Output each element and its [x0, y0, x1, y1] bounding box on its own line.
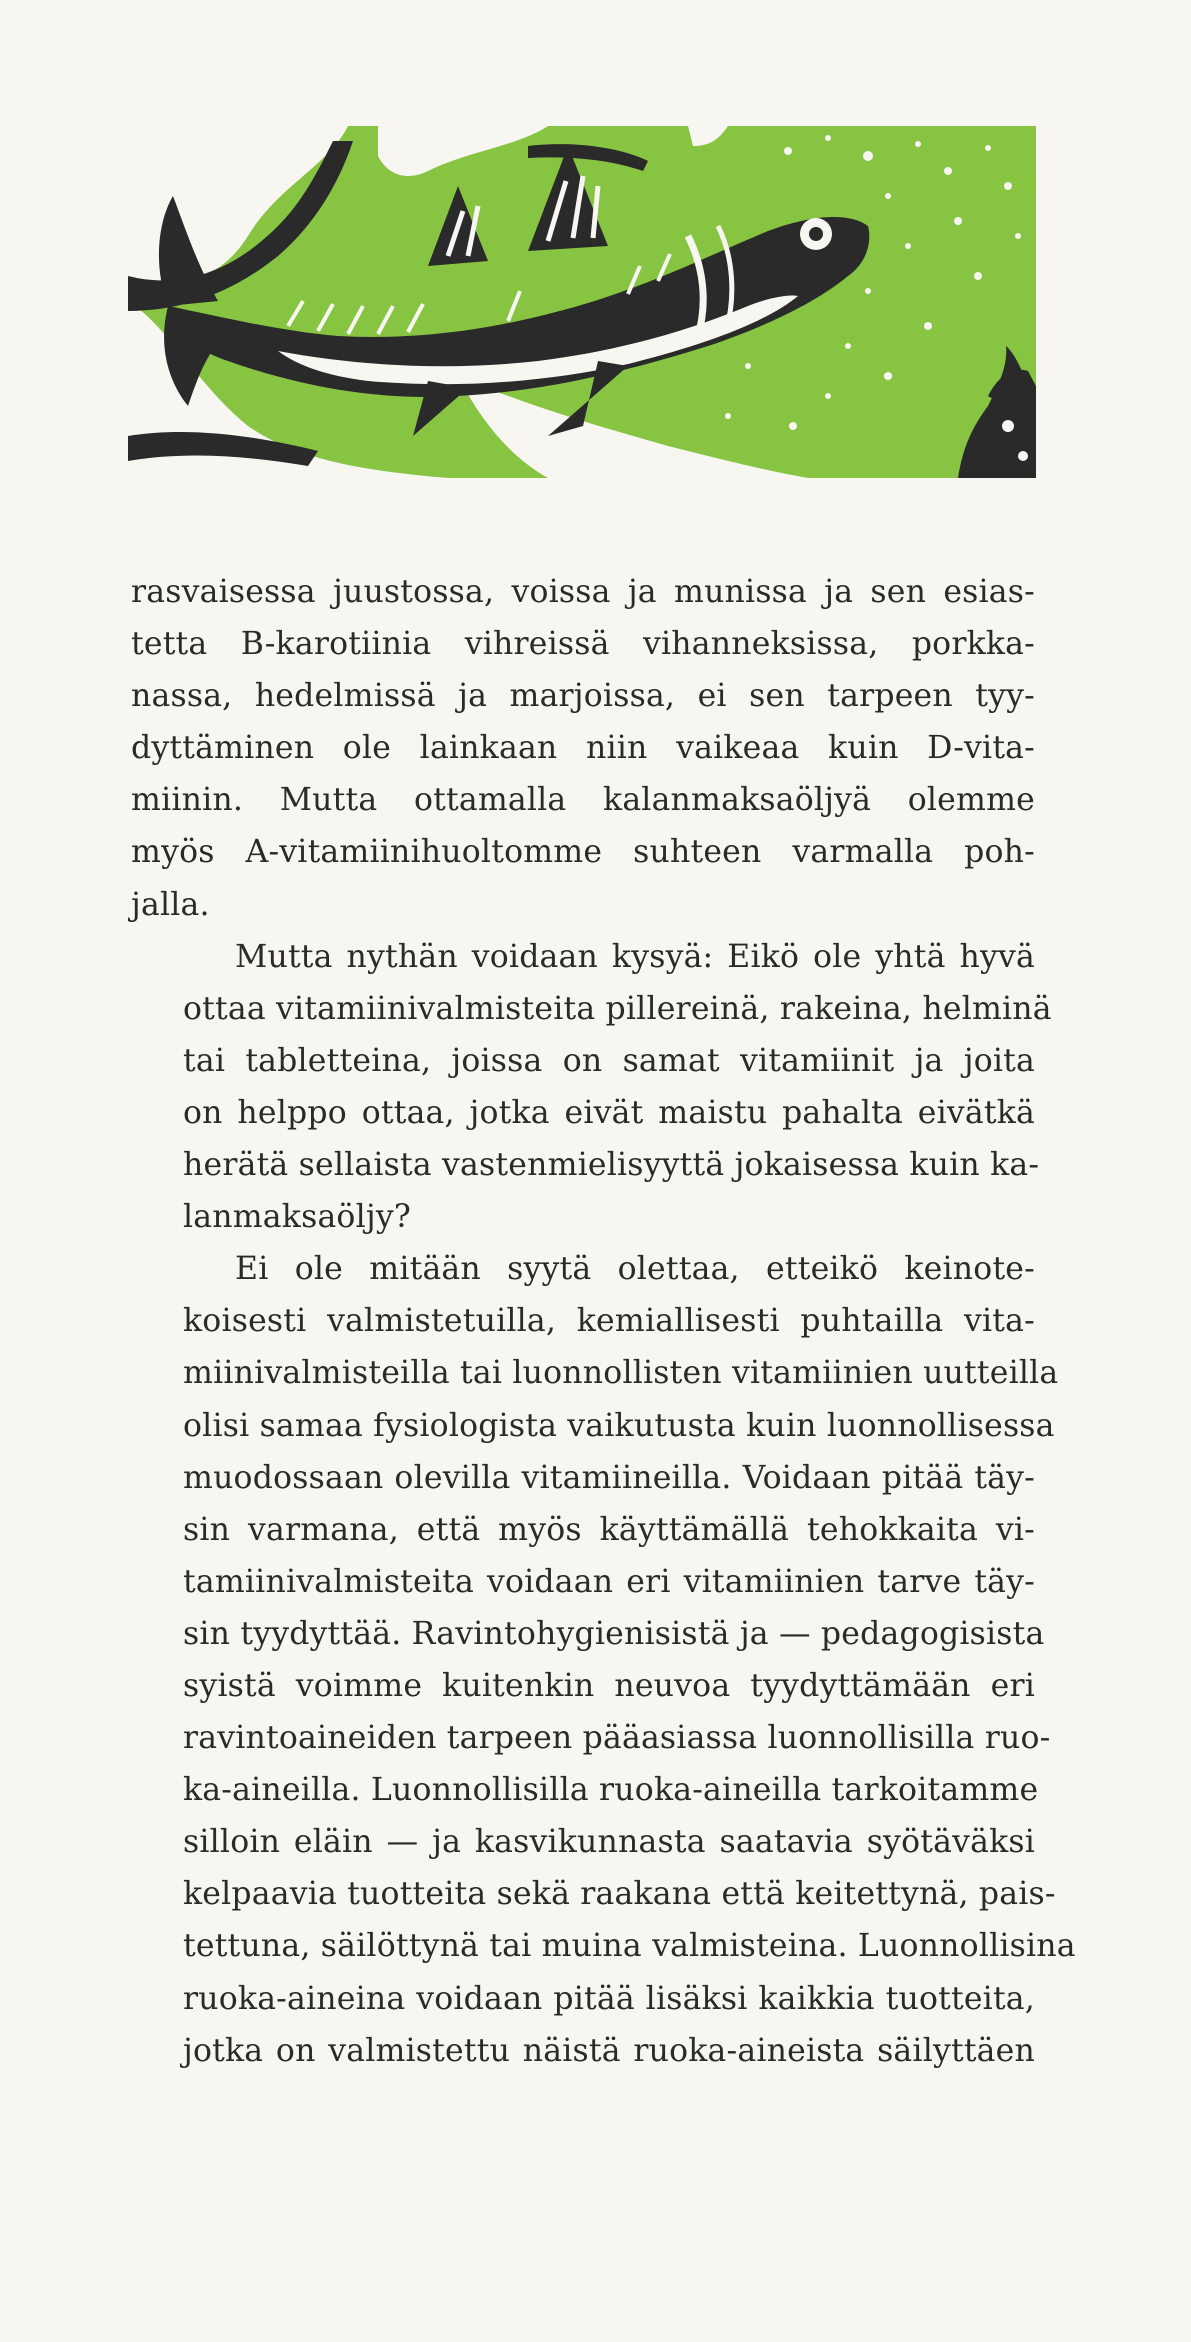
paragraph-1 — [131, 566, 1035, 931]
text-line: syistä voimme kuitenkin neuvoa tyydyttämään eri — [183, 1667, 1035, 1704]
text-line: ruoka-aineina voidaan pitää lisäksi kaikkia tuotteita, — [183, 1980, 1035, 2017]
text-line: tai tabletteina, joissa on samat vitamiinit ja joita — [183, 1042, 1035, 1079]
text-line: on helppo ottaa, jotka eivät maistu pahalta eivätkä — [183, 1094, 1035, 1131]
cod-fish-illustration — [128, 126, 1036, 478]
text-line: myös A-vitamiinihuoltomme suhteen varmalla poh- — [131, 834, 1035, 871]
text-line: rasvaisessa juustossa, voissa ja munissa ja sen esias- — [131, 574, 1035, 610]
text-line: herätä sellaista vastenmielisyyttä jokaisessa kuin ka- — [183, 1147, 1040, 1184]
text-line: Mutta nythän voidaan kysyä: Eikö ole yhtä hyvä — [235, 938, 1035, 975]
text-line: dyttäminen ole lainkaan niin vaikeaa kuin D-vita- — [131, 730, 1035, 767]
text-line: Ei ole mitään syytä olettaa, etteikö keinote- — [235, 1251, 1035, 1288]
text-line: koisesti valmistetuilla, kemiallisesti puhtailla vita- — [183, 1303, 1035, 1340]
text-line: muodossaan olevilla vitamiineilla. Voidaan pitää täy- — [183, 1459, 1035, 1496]
text-line: sin varmana, että myös käyttämällä tehokkaita vi- — [183, 1511, 1035, 1548]
text-line: olisi samaa fysiologista vaikutusta kuin luonnollisessa — [183, 1407, 1055, 1444]
text-line: silloin eläin — ja kasvikunnasta saatavia syötäväksi — [183, 1824, 1035, 1861]
text-line: tamiinivalmisteita voidaan eri vitamiinien tarve täy- — [183, 1563, 1035, 1600]
text-line: lanmaksaöljy? — [183, 1199, 411, 1236]
text-line: tettuna, säilöttynä tai muina valmisteina. Luonnollisina — [183, 1928, 1076, 1965]
body-text — [131, 566, 1076, 2077]
text-line: miinivalmisteilla tai luonnollisten vitamiinien uutteilla — [183, 1355, 1059, 1392]
text-line: kelpaavia tuotteita sekä raakana että keitettynä, pais- — [183, 1876, 1056, 1913]
text-line: nassa, hedelmissä ja marjoissa, ei sen tarpeen tyy- — [131, 678, 1035, 715]
text-line: tetta B-karotiinia vihreissä vihanneksissa, porkka- — [131, 626, 1035, 663]
text-line: jotka on valmistettu näistä ruoka-aineista säilyttäen — [183, 2032, 1035, 2069]
paragraph-3 — [131, 1243, 1076, 2077]
fish-woodcut-icon — [128, 126, 1036, 478]
text-line: ka-aineilla. Luonnollisilla ruoka-aineilla tarkoitamme — [183, 1772, 1039, 1809]
paragraph-2 — [131, 931, 1052, 1244]
text-line: ravintoaineiden tarpeen pääasiassa luonnollisilla ruo- — [183, 1720, 1051, 1757]
text-line: miinin. Mutta ottamalla kalanmaksaöljyä olemme — [131, 782, 1035, 819]
text-line: ottaa vitamiinivalmisteita pillereinä, rakeina, helminä — [183, 990, 1052, 1027]
text-line: jalla. — [131, 886, 210, 923]
text-line: sin tyydyttää. Ravintohygienisistä ja — pedagogisista — [183, 1615, 1045, 1652]
